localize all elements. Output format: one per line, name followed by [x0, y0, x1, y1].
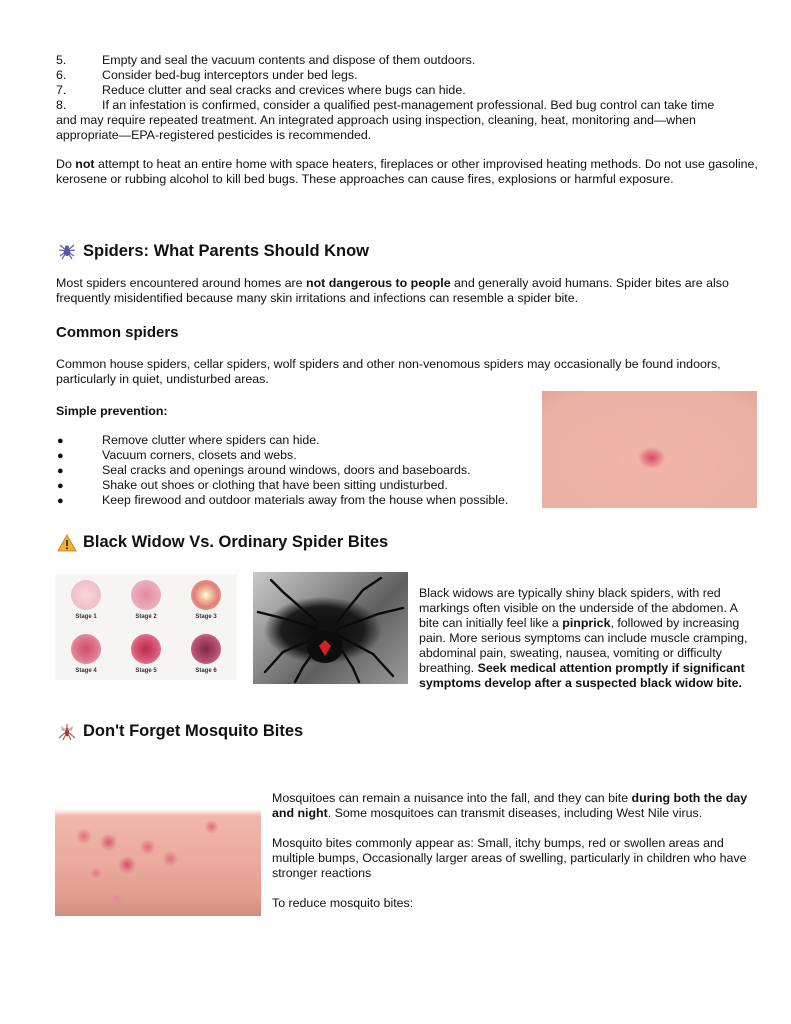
bullet-icon: ● [57, 450, 64, 462]
list-item: Remove clutter where spiders can hide. [102, 433, 320, 447]
bite-stages-image [55, 574, 237, 680]
step-number: 8. [56, 98, 67, 112]
mosquito-para-1: Mosquitoes can remain a nuisance into the fall, and they can bite during both the day and night. Some mosquitoes can transmit diseases, including West Nile virus. [272, 791, 748, 820]
bullet-icon: ● [57, 465, 64, 477]
common-spiders-heading: Common spiders [56, 324, 179, 341]
stage-4: Stage 4 [57, 634, 115, 674]
mosquito-icon [57, 722, 77, 742]
bullet-icon: ● [57, 480, 64, 492]
step-text-continued: and may require repeated treatment. An integrated approach using inspection, cleaning, heat, monitoring and—when [56, 113, 696, 127]
spiders-heading: Spiders: What Parents Should Know [83, 242, 370, 260]
black-widow-text: Black widows are typically shiny black spiders, with red markings often visible on the underside of the abdomen. A bite can initially feel like a pinprick, followed by increasing pain. More serious symptoms can include muscle cramping, abdominal pain, sweating, nausea, vomiting or difficulty breathing. Seek medical attention promptly if significant symptoms develop after a suspected black widow bite. [419, 586, 748, 690]
black-widow-heading: Black Widow Vs. Ordinary Spider Bites [83, 533, 389, 551]
prevention-heading: Simple prevention: [56, 404, 168, 418]
step-number: 6. [56, 68, 67, 82]
black-widow-spider-icon [253, 572, 408, 684]
list-item: Shake out shoes or clothing that have been sitting undisturbed. [102, 478, 448, 492]
step-text: Consider bed-bug interceptors under bed legs. [102, 68, 358, 82]
stage-1: Stage 1 [57, 580, 115, 620]
stage-5: Stage 5 [117, 634, 175, 674]
mosquito-bites-photo [55, 797, 261, 916]
spider-icon [57, 241, 77, 261]
bullet-icon: ● [57, 435, 64, 447]
heating-warning: Do not attempt to heat an entire home with space heaters, fireplaces or other improvised heating methods. Do not use gasoline, kerosene or rubbing alcohol to kill bed bugs. These approaches can cause fires, explosions or harmful exposure. [56, 157, 758, 186]
step-text-continued: appropriate—EPA-registered pesticides is recommended. [56, 128, 372, 142]
mosquito-heading: Don't Forget Mosquito Bites [83, 722, 304, 740]
list-item: Seal cracks and openings around windows, doors and baseboards. [102, 463, 471, 477]
black-widow-photo [253, 572, 408, 684]
list-item: Keep firewood and outdoor materials away from the house when possible. [102, 493, 509, 507]
stage-6: Stage 6 [177, 634, 235, 674]
step-number: 7. [56, 83, 67, 97]
list-item: Vacuum corners, closets and webs. [102, 448, 297, 462]
stage-3: Stage 3 [177, 580, 235, 620]
warning-icon [57, 533, 77, 553]
step-number: 5. [56, 53, 67, 67]
mosquito-para-3: To reduce mosquito bites: [272, 896, 414, 910]
step-text: Empty and seal the vacuum contents and dispose of them outdoors. [102, 53, 476, 67]
step-text: If an infestation is confirmed, consider a qualified pest-management professional. Bed bug control can take time [102, 98, 715, 112]
spiders-intro: Most spiders encountered around homes are not dangerous to people and generally avoid humans. Spider bites are also frequently misidentified because many skin irritations and infections can resemble a spider bite. [56, 276, 729, 305]
bullet-icon: ● [57, 495, 64, 507]
mosquito-para-2: Mosquito bites commonly appear as: Small, itchy bumps, red or swollen areas and multiple bumps, Occasionally larger areas of swelling, particularly in children who have stronger reactions [272, 836, 747, 880]
spider-bite-photo [542, 391, 757, 508]
stage-2: Stage 2 [117, 580, 175, 620]
common-spiders-text: Common house spiders, cellar spiders, wolf spiders and other non-venomous spiders may occasionally be found indoors, particularly in quiet, undisturbed areas. [56, 357, 721, 386]
step-text: Reduce clutter and seal cracks and crevices where bugs can hide. [102, 83, 466, 97]
